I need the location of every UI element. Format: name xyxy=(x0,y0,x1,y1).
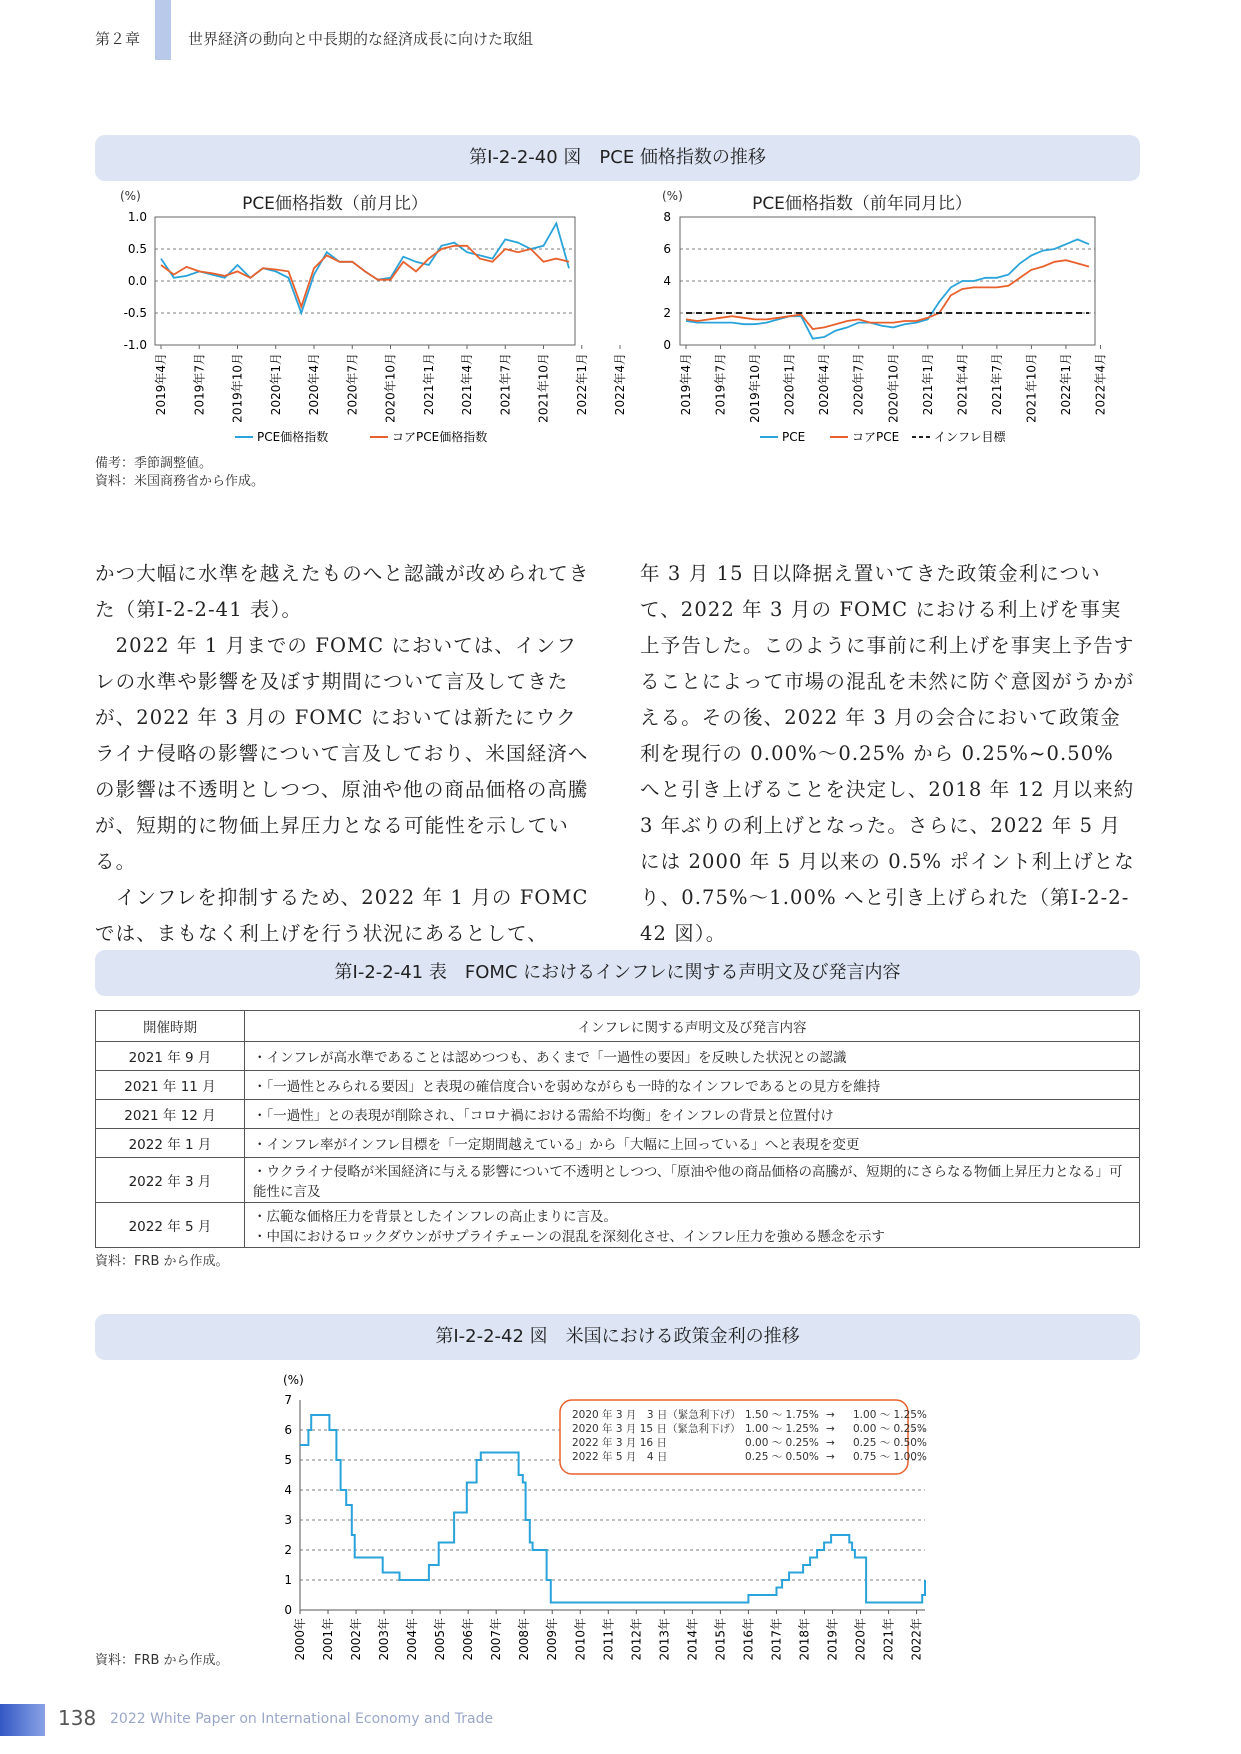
y-tick-label: 0 xyxy=(663,338,671,352)
chart-pce-mom xyxy=(95,185,627,455)
y-tick-label: 2 xyxy=(284,1543,292,1557)
table-cell-date: 2022 年 3 月 xyxy=(96,1158,245,1203)
x-tick-label: 2019年4月 xyxy=(154,353,168,416)
figure-40-title: 第Ⅰ-2-2-40 図 PCE 価格指数の推移 xyxy=(95,135,1140,181)
x-tick-label: 2011年 xyxy=(601,1618,616,1661)
annotation-to: 0.75 〜 1.00% xyxy=(853,1451,927,1463)
y-tick-label: 6 xyxy=(663,242,671,256)
x-tick-label: 2021年1月 xyxy=(421,353,436,416)
y-tick-label: 2 xyxy=(663,306,671,320)
table-header-cell: 開催時期 xyxy=(96,1011,245,1042)
y-tick-label: 0.5 xyxy=(127,242,147,256)
paragraph: インフレを抑制するため、2022 年 1 月の FOMC では、まもなく利上げを行う状況にあるとして、 xyxy=(95,886,589,945)
legend xyxy=(760,429,1007,444)
x-tick-label: 2013年 xyxy=(657,1618,672,1661)
series-line xyxy=(161,223,569,313)
y-tick-label: 0.0 xyxy=(127,274,147,288)
table-cell-date: 2022 年 5 月 xyxy=(96,1203,245,1248)
footer-title: 2022 White Paper on International Economy and Trade xyxy=(110,1711,494,1727)
x-tick-label: 2019年7月 xyxy=(192,353,207,416)
y-tick-label: 4 xyxy=(284,1483,292,1497)
x-tick-label: 2004年 xyxy=(405,1618,420,1661)
y-tick-label: -1.0 xyxy=(123,338,147,352)
x-tick-label: 2000年 xyxy=(293,1618,307,1661)
table-cell-date: 2021 年 11 月 xyxy=(96,1071,245,1100)
x-tick-label: 2022年1月 xyxy=(1058,353,1073,416)
body-text-left xyxy=(95,556,595,988)
table-row xyxy=(96,1100,1140,1129)
y-tick-label: 1 xyxy=(284,1573,292,1587)
arrow-icon: → xyxy=(826,1423,835,1435)
table-41-title: 第Ⅰ-2-2-41 表 FOMC におけるインフレに関する声明文及び発言内容 xyxy=(95,950,1140,996)
x-tick-label: 2020年1月 xyxy=(782,353,797,416)
x-tick-label: 2019年10月 xyxy=(748,353,763,423)
y-tick-label: 8 xyxy=(663,210,671,224)
table-header-cell: インフレに関する声明文及び発言内容 xyxy=(245,1011,1140,1042)
y-tick-label: 1.0 xyxy=(127,210,147,224)
x-tick-label: 2016年 xyxy=(741,1618,756,1661)
legend-label: コアPCE価格指数 xyxy=(392,430,488,444)
table-cell-content xyxy=(245,1203,1140,1248)
x-tick-label: 2020年10月 xyxy=(886,353,901,423)
x-tick-label: 2018年 xyxy=(797,1618,812,1661)
x-tick-label: 2005年 xyxy=(433,1618,448,1661)
chart-title: PCE価格指数（前年同月比） xyxy=(752,194,972,214)
x-tick-label: 2019年10月 xyxy=(230,353,245,423)
chapter-bar xyxy=(155,0,171,60)
x-tick-label: 2022年 xyxy=(909,1618,924,1661)
arrow-icon: → xyxy=(826,1409,835,1421)
chart-unit: (%) xyxy=(283,1373,304,1387)
annotation-to: 0.00 〜 0.25% xyxy=(853,1423,927,1435)
x-tick-label: 2020年 xyxy=(853,1618,868,1661)
paragraph: 2022 年 1 月までの FOMC においては、インフレの水準や影響を及ぼす期間について言及してきたが、2022 年 3 月の FOMC においては新たにウクライナ侵略の影響について言及しており、米国経済への影響は不透明としつつ、原油や他の商品価格の高騰が、短期的に物価上昇圧力となる可能性を示している。 xyxy=(95,634,589,873)
table-source: 資料：FRB から作成。 xyxy=(95,1254,229,1269)
chapter-title: 世界経済の動向と中長期的な経済成長に向けた取組 xyxy=(188,30,534,48)
y-tick-label: -0.5 xyxy=(123,306,147,320)
table-cell-line: ・中国におけるロックダウンがサプライチェーンの混乱を深刻化させ、インフレ圧力を強める懸念を示す xyxy=(253,1229,885,1245)
annotation-to: 0.25 〜 0.50% xyxy=(853,1437,927,1449)
y-tick-label: 4 xyxy=(663,274,671,288)
table-cell-content: ・インフレ率がインフレ目標を「一定期間越えている」から「大幅に上回っている」へと表現を変更 xyxy=(245,1129,1140,1158)
table-row xyxy=(96,1158,1140,1203)
x-tick-label: 2014年 xyxy=(685,1618,700,1661)
x-tick-label: 2017年 xyxy=(769,1618,784,1661)
series-line xyxy=(686,260,1089,329)
table-cell-date: 2022 年 1 月 xyxy=(96,1129,245,1158)
chart-title: PCE価格指数（前月比） xyxy=(242,194,428,214)
table-cell-line: ・広範な価格圧力を背景としたインフレの高止まりに言及。 xyxy=(253,1209,617,1225)
figure-42-title: 第Ⅰ-2-2-42 図 米国における政策金利の推移 xyxy=(95,1314,1140,1360)
y-tick-labels xyxy=(663,210,671,352)
x-tick-label: 2019年4月 xyxy=(679,353,693,416)
x-tick-label: 2006年 xyxy=(461,1618,476,1661)
x-tick-label: 2021年 xyxy=(881,1618,896,1661)
chapter-number: 第２章 xyxy=(95,30,141,48)
legend xyxy=(235,429,487,444)
annotation-date: 2020 年 3 月 3 日（緊急利下げ） xyxy=(572,1409,741,1421)
table-row xyxy=(96,1203,1140,1248)
x-tick-label: 2021年10月 xyxy=(1024,353,1039,423)
chart-unit: (%) xyxy=(120,189,141,203)
y-tick-label: 7 xyxy=(284,1393,292,1407)
x-tick-label: 2020年4月 xyxy=(817,353,832,416)
legend-label: インフレ目標 xyxy=(934,430,1006,444)
x-tick-label: 2007年 xyxy=(489,1618,504,1661)
x-tick-label: 2021年4月 xyxy=(955,353,970,416)
y-tick-label: 5 xyxy=(284,1453,292,1467)
x-tick-label: 2022年4月 xyxy=(1093,353,1108,416)
chart-unit: (%) xyxy=(662,189,683,203)
chart-policy-rate xyxy=(270,1370,950,1661)
annotation-to: 1.00 〜 1.25% xyxy=(853,1409,927,1421)
x-tick-label: 2020年10月 xyxy=(383,353,398,423)
y-tick-label: 0 xyxy=(284,1603,292,1617)
x-tick-label: 2019年7月 xyxy=(713,353,728,416)
y-tick-label: 3 xyxy=(284,1513,292,1527)
chart-pce-yoy xyxy=(655,185,1135,455)
x-tick-label: 2021年10月 xyxy=(536,353,551,423)
x-tick-label: 2012年 xyxy=(629,1618,644,1661)
plot-area xyxy=(678,217,1108,423)
paragraph: かつ大幅に水準を越えたものへと認識が改められてきた（第Ⅰ-2-2-41 表）。 xyxy=(95,562,590,621)
x-tick-label: 2009年 xyxy=(545,1618,560,1661)
x-tick-label: 2002年 xyxy=(349,1618,364,1661)
page-number: 138 xyxy=(58,1706,97,1730)
annotation-date: 2020 年 3 月 15 日（緊急利下げ） xyxy=(572,1423,741,1435)
rate-annotation-box xyxy=(560,1400,927,1474)
x-tick-label: 2022年1月 xyxy=(574,353,589,416)
table-cell-date: 2021 年 12 月 xyxy=(96,1100,245,1129)
arrow-icon: → xyxy=(826,1437,835,1449)
x-tick-label: 2019年 xyxy=(825,1618,840,1661)
table-cell-content: ・「一過性」との表現が削除され、「コロナ禍における需給不均衡」をインフレの背景と位置付け xyxy=(245,1100,1140,1129)
y-tick-label: 6 xyxy=(284,1423,292,1437)
x-tick-label: 2022年4月 xyxy=(613,353,627,416)
annotation-date: 2022 年 5 月 4 日 xyxy=(572,1451,668,1463)
table-row xyxy=(96,1042,1140,1071)
table-cell-content: ・インフレが高水準であることは認めつつも、あくまで「一過性の要因」を反映した状況との認識 xyxy=(245,1042,1140,1071)
annotation-from: 1.00 〜 1.25% xyxy=(745,1423,819,1435)
x-tick-label: 2020年4月 xyxy=(307,353,321,416)
series-line xyxy=(686,239,1089,338)
x-tick-label: 2001年 xyxy=(321,1618,336,1661)
x-tick-label: 2021年1月 xyxy=(920,353,935,416)
x-tick-label: 2010年 xyxy=(573,1618,588,1661)
table-row xyxy=(96,1129,1140,1158)
legend-label: PCE xyxy=(782,430,806,444)
legend-label: PCE価格指数 xyxy=(257,430,329,444)
fomc-table xyxy=(95,1010,1140,1248)
body-text-right xyxy=(640,556,1140,952)
legend-label: コアPCE xyxy=(852,430,900,444)
arrow-icon: → xyxy=(826,1451,835,1463)
figure-source: 資料：FRB から作成。 xyxy=(95,1653,229,1668)
table-header-row xyxy=(96,1011,1140,1042)
table-row xyxy=(96,1071,1140,1100)
y-tick-labels xyxy=(284,1393,292,1617)
figure-note: 備考：季節調整値。 xyxy=(95,456,213,471)
plot-area xyxy=(153,217,627,423)
x-tick-label: 2021年4月 xyxy=(460,353,474,416)
table-cell-content: ・ウクライナ侵略が米国経済に与える影響について不透明としつつ、「原油や他の商品価格の高騰が、短期的にさらなる物価上昇圧力となる」可能性に言及 xyxy=(245,1158,1140,1203)
x-tick-label: 2021年7月 xyxy=(989,353,1004,416)
footer-bar xyxy=(0,1704,45,1736)
x-tick-label: 2020年1月 xyxy=(268,353,283,416)
table-cell-date: 2021 年 9 月 xyxy=(96,1042,245,1071)
x-tick-label: 2008年 xyxy=(517,1618,532,1661)
series-line xyxy=(161,246,569,307)
x-tick-label: 2020年7月 xyxy=(345,353,360,416)
figure-source: 資料：米国商務省から作成。 xyxy=(95,474,265,489)
table-cell-content: ・「一過性とみられる要因」と表現の確信度合いを弱めながらも一時的なインフレであるとの見方を維持 xyxy=(245,1071,1140,1100)
annotation-from: 0.25 〜 0.50% xyxy=(745,1451,819,1463)
x-tick-label: 2015年 xyxy=(713,1618,728,1661)
x-tick-label: 2003年 xyxy=(377,1618,392,1661)
y-tick-labels xyxy=(124,210,147,352)
x-tick-label: 2020年7月 xyxy=(851,353,866,416)
annotation-from: 0.00 〜 0.25% xyxy=(745,1437,819,1449)
annotation-date: 2022 年 3 月 16 日 xyxy=(572,1437,667,1449)
paragraph: 年 3 月 15 日以降据え置いてきた政策金利について、2022 年 3 月の FOMC における利上げを事実上予告した。このように事前に利上げを事実上予告することによって市場の混乱を未然に防ぐ意図がうかがえる。その後、2022 年 3 月の会合において政策金利を現行の 0.00%〜0.25% から 0.25%~0.50% へと引き上げることを決定し、2018 年 12 月以来約 3 年ぶりの利上げとなった。さらに、2022 年 5 月には 2000 年 5 月以来の 0.5% ポイント利上げとなり、0.75%〜1.00% へと引き上げられた（第Ⅰ-2-2-42 図）。 xyxy=(640,562,1135,945)
x-tick-label: 2021年7月 xyxy=(498,353,513,416)
annotation-from: 1.50 〜 1.75% xyxy=(745,1409,819,1421)
